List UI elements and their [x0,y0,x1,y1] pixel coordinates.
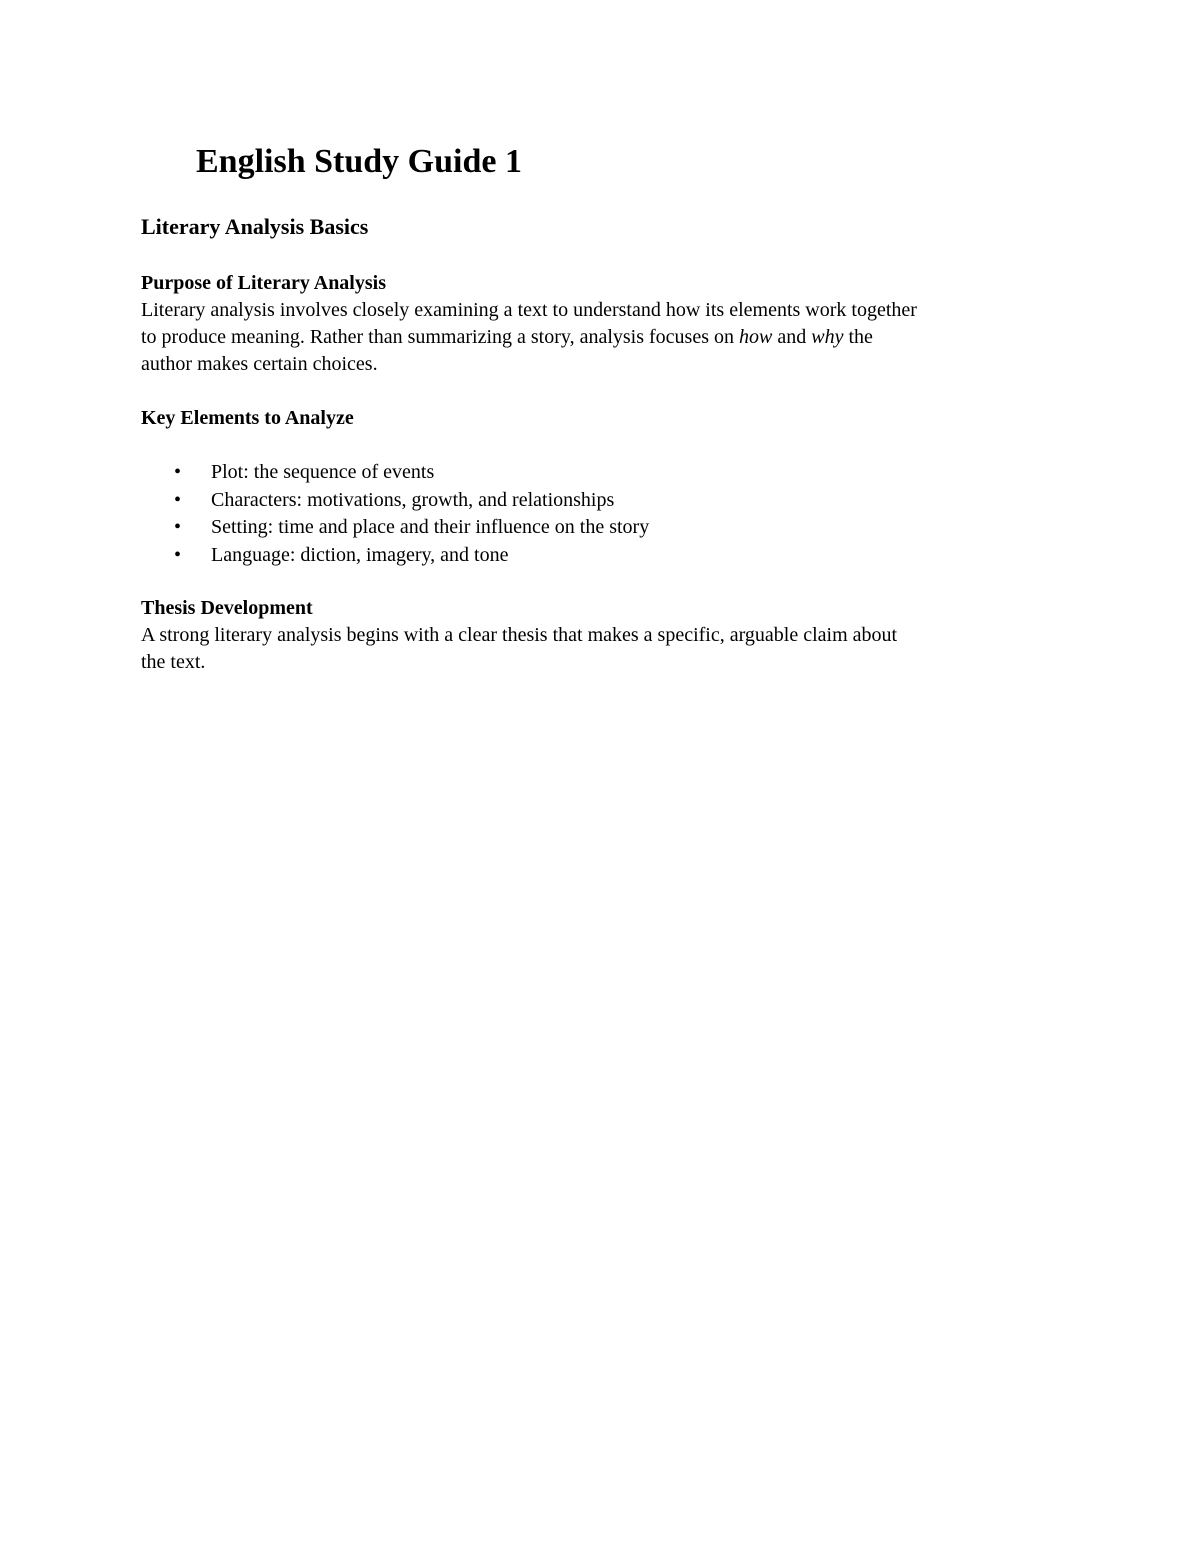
bullet-icon: • [174,488,182,511]
purpose-line-1: Literary analysis involves closely examining a text to understand how its elements work together [141,299,917,321]
list-item-text: Setting: time and place and their influence on the story [211,516,650,538]
bullet-icon: • [174,516,182,538]
list-item [141,542,649,570]
thesis-line-2: the text. [141,651,206,673]
list-item-text: Language: diction, imagery, and tone [211,543,509,566]
purpose-line-3: author makes certain choices. [141,353,378,375]
key-elements-list [141,459,649,569]
purpose-paragraph [141,297,1071,378]
purpose-line-2 [141,324,1071,351]
purpose-line-2-start: to produce meaning. Rather than summarizing a story, analysis focuses on [141,326,739,348]
list-item-text: Characters: motivations, growth, and relationships [211,488,615,511]
section-heading: Literary Analysis Basics [141,214,369,239]
purpose-heading: Purpose of Literary Analysis [141,272,386,294]
list-item [141,487,649,515]
key-elements-heading: Key Elements to Analyze [141,407,354,429]
thesis-line-1: A strong literary analysis begins with a clear thesis that makes a specific, arguable claim about [141,624,898,646]
emphasis-how: how [739,326,773,348]
purpose-line-2-mid: and [772,326,812,348]
list-item [141,514,649,542]
document-title: English Study Guide 1 [196,143,522,180]
list-item [141,459,649,487]
purpose-line-2-end: the [843,326,873,348]
thesis-paragraph [141,622,1071,676]
emphasis-why: why [811,326,844,348]
bullet-icon: • [174,543,182,566]
list-item-text: Plot: the sequence of events [211,461,435,483]
bullet-icon: • [174,461,182,483]
thesis-heading: Thesis Development [141,597,313,619]
